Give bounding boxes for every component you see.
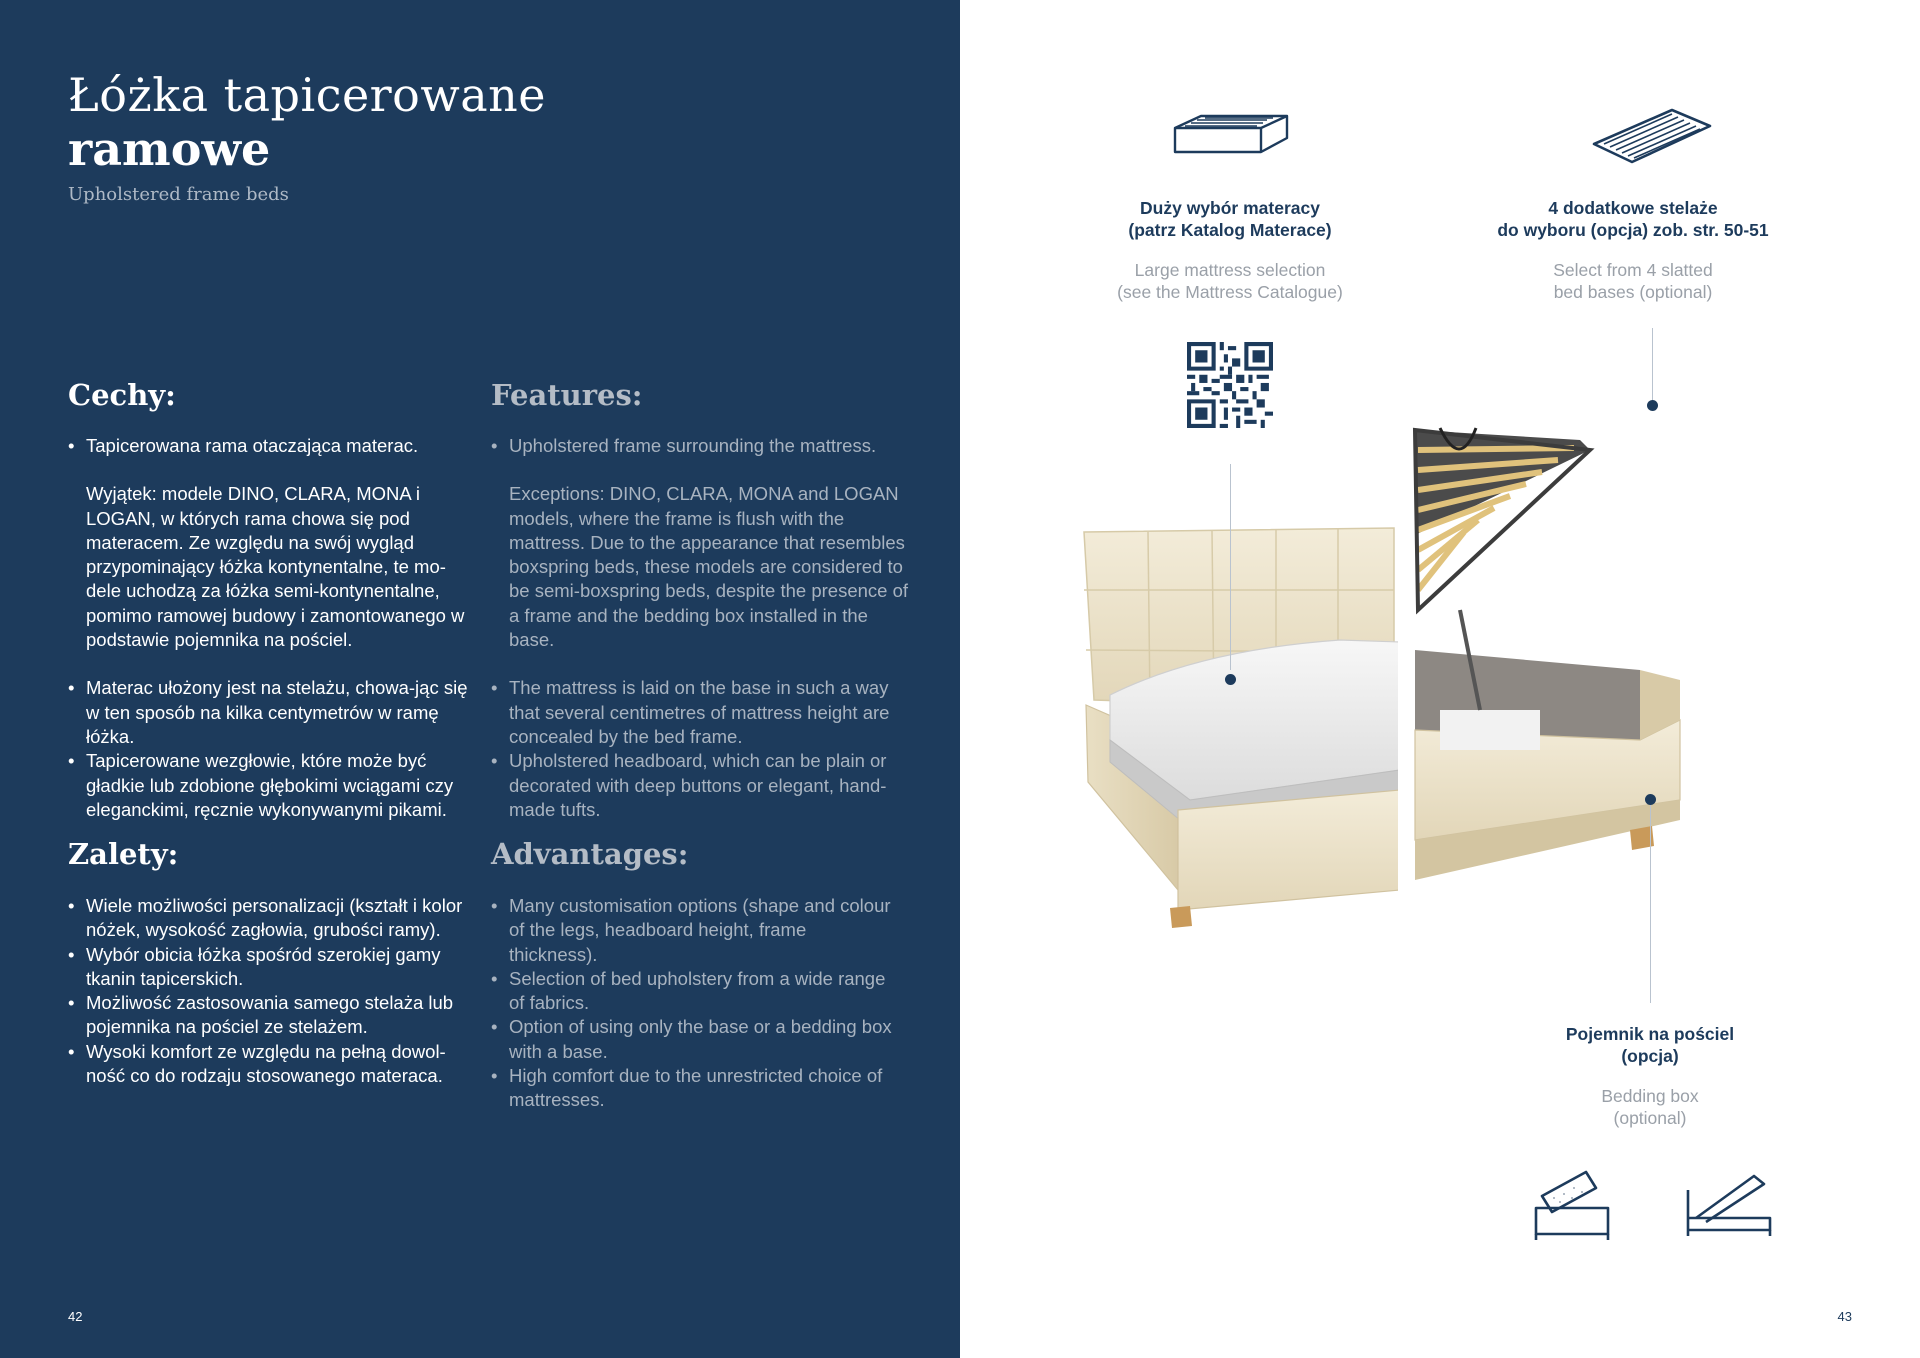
mattress-marker-dot [1225, 674, 1236, 685]
right-page [960, 0, 1920, 1358]
lifting-base-icon [1684, 1170, 1774, 1240]
bedding-box-leader-line [1650, 805, 1651, 1003]
advantages-en-heading: Advantages: [491, 837, 689, 871]
list-item [491, 676, 911, 749]
list-item-text: Exceptions: DINO, CLARA, MONA and LOGAN models, where the frame is flush with the mattress. Due to the appearance that resembles boxspring beds, these models are considered to be semi-boxspring beds, despite the presence of a frame and the bedding box installed in the base. [509, 483, 909, 651]
list-item [68, 749, 473, 822]
page-title-line2: ramowe [68, 122, 271, 176]
page-number-right: 43 [1837, 1309, 1852, 1324]
features-pl-heading: Cechy: [68, 378, 176, 412]
slatted-callout-pl: 4 dodatkowe stelaże do wyboru (opcja) zob. str. 50-51 [1497, 198, 1769, 240]
list-item-text: Wyjątek: modele DINO, CLARA, MONA i LOGAN, w których rama chowa się pod materacem. Ze względu na swój wygląd przypominający łóżka kontynentalne, te mo-dele uchodzą za łóżka semi-kontynentalne, pomimo ramowej budowy i zamontowanego w podstawie pojemnika na pościel. [86, 483, 465, 651]
mattress-icon [1171, 110, 1291, 162]
list-item: • Wybór obicia łóżka spośród szerokiej gamy tkanin tapicerskich. [68, 943, 473, 992]
features-en-list [491, 434, 911, 822]
list-item-text: • Upholstered frame surrounding the mattress. [509, 435, 877, 456]
slatted-leader-line [1652, 328, 1653, 400]
list-item: • Możliwość zastosowania samego stelaża lub pojemnika na pościel ze stelażem. [68, 991, 473, 1040]
bedding-box-marker-dot [1645, 794, 1656, 805]
list-item-text: • Tapicerowane wezgłowie, które może być gładkie lub zdobione głębokimi wciągami czy eleganckimi, ręcznie wykonywanymi pikami. [86, 750, 454, 820]
list-item-text: • Tapicerowana rama otaczająca materac. [86, 435, 419, 456]
list-item: • Selection of bed upholstery from a wide range of fabrics. [491, 967, 896, 1016]
bedding-box-callout [1490, 1024, 1810, 1129]
list-item: • Wysoki komfort ze względu na pełną dowol-ność co do rodzaju stosowanego materaca. [68, 1040, 473, 1089]
slatted-callout [1453, 198, 1813, 303]
bedding-box-open-icon [1530, 1168, 1614, 1240]
slatted-callout-en: Select from 4 slatted bed bases (optional) [1553, 260, 1713, 302]
mattress-callout [1070, 198, 1390, 303]
features-pl-list [68, 434, 473, 822]
features-en-heading: Features: [491, 378, 643, 412]
mattress-leader-line [1230, 464, 1231, 670]
page-title-line1: Łóżka tapicerowane [68, 68, 547, 122]
advantages-en-list [491, 894, 896, 1113]
slatted-marker-dot [1647, 400, 1658, 411]
list-item [491, 434, 911, 652]
list-item [491, 749, 911, 822]
list-item [68, 676, 473, 749]
list-item-text: • Materac ułożony jest na stelażu, chowa-jąc się w ten sposób na kilka centymetrów w ramę łóżka. [86, 677, 468, 747]
page-number-left: 42 [68, 1309, 83, 1324]
advantages-pl-list [68, 894, 473, 1088]
advantages-pl-heading: Zalety: [68, 837, 179, 871]
list-item-text: • Upholstered headboard, which can be plain or decorated with deep buttons or elegant, hand-made tufts. [509, 750, 887, 820]
slatted-base-icon [1590, 104, 1714, 168]
list-item: • High comfort due to the unrestricted choice of mattresses. [491, 1064, 896, 1113]
list-item-text: • The mattress is laid on the base in such a way that several centimetres of mattress height are concealed by the bed frame. [509, 677, 890, 747]
page-subtitle: Upholstered frame beds [68, 184, 289, 205]
bed-illustration [1080, 410, 1800, 950]
mattress-callout-en: Large mattress selection (see the Mattress Catalogue) [1117, 260, 1343, 302]
mattress-callout-pl: Duży wybór materacy (patrz Katalog Materace) [1128, 198, 1332, 240]
bedding-box-callout-en: Bedding box (optional) [1601, 1086, 1699, 1128]
list-item: • Wiele możliwości personalizacji (kształt i kolor nóżek, wysokość zagłowia, grubości ramy). [68, 894, 473, 943]
list-item: • Option of using only the base or a bedding box with a base. [491, 1015, 896, 1064]
bedding-box-callout-pl: Pojemnik na pościel (opcja) [1565, 1024, 1735, 1066]
list-item [68, 434, 473, 652]
list-item: • Many customisation options (shape and colour of the legs, headboard height, frame thickness). [491, 894, 896, 967]
